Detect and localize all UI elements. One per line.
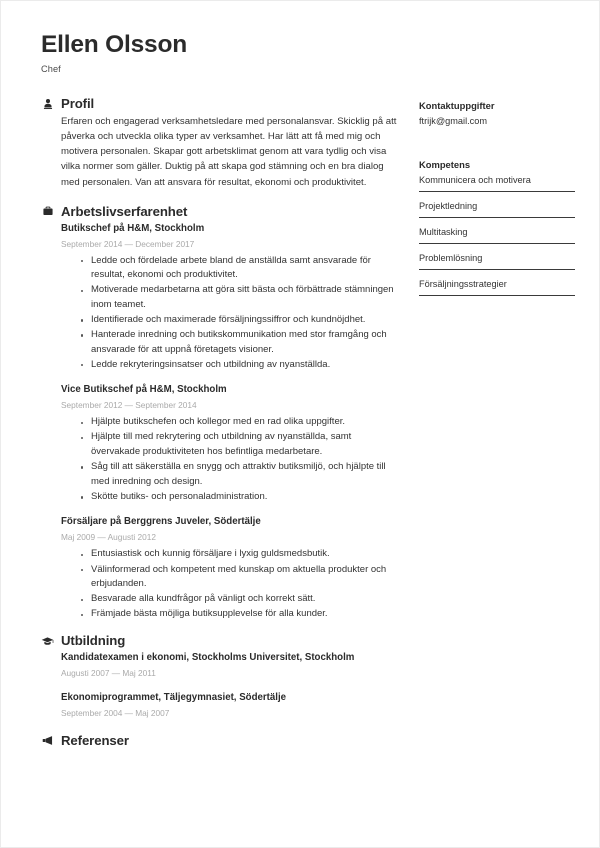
education-entry-title: Ekonomiprogrammet, Täljegymnasiet, Södertälje [61, 691, 287, 703]
section-education [41, 633, 403, 719]
main-column [41, 96, 403, 752]
experience-entry-bullets [61, 547, 403, 621]
experience-entry-title: Försäljare på Berggrens Juveler, Södertälje [61, 516, 261, 528]
section-profile-body [41, 114, 403, 189]
person-icon [41, 97, 54, 110]
candidate-job-title: Chef [41, 64, 61, 75]
experience-entry [61, 383, 403, 504]
experience-entry-bullets [61, 415, 403, 504]
briefcase-icon [41, 205, 54, 218]
section-references-title: Referenser [61, 732, 129, 748]
experience-entry-bullets [61, 254, 403, 373]
education-entries [41, 651, 403, 719]
section-references-header [41, 733, 403, 748]
list-item: Besvarade alla kundfrågor på vänligt och korrekt sätt. [80, 592, 403, 607]
education-entry-title: Kandidatexamen i ekonomi, Stockholms Universitet, Stockholm [61, 651, 355, 663]
education-entry [61, 651, 403, 679]
experience-entries [41, 222, 403, 622]
experience-entry-date: Maj 2009 — Augusti 2012 [61, 532, 157, 543]
skills-heading: Kompetens [419, 159, 471, 171]
section-experience [41, 204, 403, 622]
education-entry-date: September 2004 — Maj 2007 [61, 707, 170, 718]
list-item: Entusiastisk och kunnig försäljare i lyxig guldsmedsbutik. [80, 547, 403, 562]
section-experience-header [41, 204, 403, 219]
section-education-title: Utbildning [61, 632, 126, 648]
education-entry [61, 691, 403, 719]
skill-item: Problemlösning [419, 251, 575, 270]
list-item: Ledde och fördelade arbete bland de anställda samt ansvarade för resultat, ekonomi och produktivitet. [80, 254, 403, 283]
megaphone-icon [41, 734, 54, 747]
graduation-cap-icon [41, 634, 54, 647]
list-item: Såg till att säkerställa en snygg och attraktiv butiksmiljö, och hjälpte till med inredning och design. [80, 460, 403, 489]
section-profile [41, 96, 403, 189]
skills-block [419, 159, 575, 296]
section-references [41, 733, 403, 748]
skill-item: Multitasking [419, 225, 575, 244]
profile-text: Erfaren och engagerad verksamhetsledare med personalansvar. Skicklig på att påverka och utveckla olika typer av verksamhet. Har lätt att få med mig och motivera personalen. Skapar gott arbetsklimat genom att vara tydlig och visa vilka normer som gäller. Duktig på att skapa god stämning och en bra dialog med personalen. Van att ansvara för resultat, ekonomi och produktivitet. [61, 116, 397, 188]
contact-heading: Kontaktuppgifter [419, 100, 495, 112]
list-item: Välinformerad och kompetent med kunskap om aktuella produkter och erbjudanden. [80, 563, 403, 592]
section-profile-title: Profil [61, 96, 95, 112]
contact-email[interactable]: ftrijk@gmail.com [419, 116, 488, 127]
list-item: Hjälpte butikschefen och kollegor med en rad olika uppgifter. [80, 415, 403, 430]
section-profile-header [41, 96, 403, 111]
sidebar-column [403, 96, 575, 313]
skill-item: Projektledning [419, 199, 575, 218]
experience-entry-date: September 2014 — December 2017 [61, 238, 195, 249]
candidate-name: Ellen Olsson [41, 31, 187, 58]
list-item: Ledde rekryteringsinsatser och utbildning av nyanställda. [80, 358, 403, 373]
experience-entry [61, 515, 403, 621]
section-experience-title: Arbetslivserfarenhet [61, 203, 188, 219]
list-item: Främjade bästa möjliga butiksupplevelse för alla kunder. [80, 607, 403, 622]
list-item: Hanterade inredning och butikskommunikation med stor framgång och ansvarade för att uppnå företagets visioner. [80, 328, 403, 357]
contact-block [419, 100, 575, 128]
experience-entry [61, 222, 403, 373]
resume-body [1, 96, 599, 752]
resume-header [1, 1, 599, 74]
sidebar-spacer [419, 145, 575, 159]
list-item: Skötte butiks- och personaladministration. [80, 490, 403, 505]
skill-item: Kommunicera och motivera [419, 173, 575, 192]
experience-entry-title: Butikschef på H&M, Stockholm [61, 222, 205, 234]
skill-item: Försäljningsstrategier [419, 277, 575, 296]
section-education-header [41, 633, 403, 648]
education-entry-date: Augusti 2007 — Maj 2011 [61, 667, 156, 678]
list-item: Identifierade och maximerade försäljningssiffror och kundnöjdhet. [80, 313, 403, 328]
list-item: Hjälpte till med rekrytering och utbildning av nyanställda, samt övervakade produktiviteten hos befintliga medarbetare. [80, 430, 403, 459]
list-item: Motiverade medarbetarna att göra sitt bästa och förbättrade stämningen inom teamet. [80, 283, 403, 312]
experience-entry-title: Vice Butikschef på H&M, Stockholm [61, 384, 227, 396]
experience-entry-date: September 2012 — September 2014 [61, 400, 197, 411]
